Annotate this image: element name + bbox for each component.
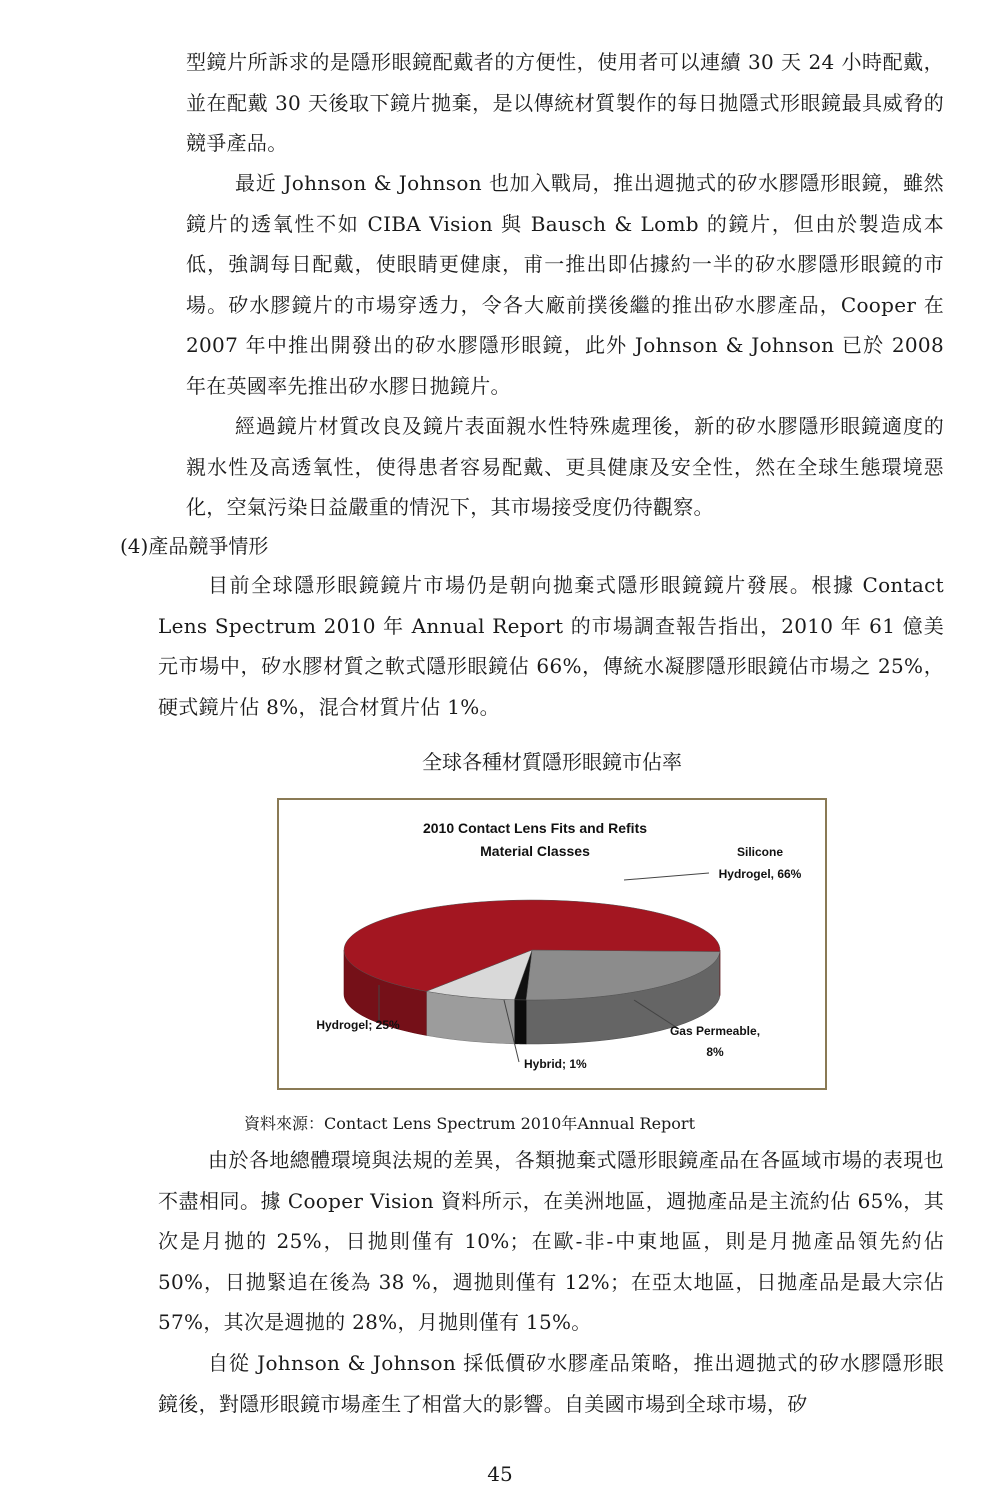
slice-label: 8% [706,1045,724,1059]
slice-label: Hybrid; 1% [524,1057,587,1071]
source-note: 資料來源：Contact Lens Spectrum 2010年Annual Report [244,1114,695,1133]
slice-label: Hydrogel; 25% [316,1018,400,1032]
paragraph-5: 由於各地總體環境與法規的差異，各類拋棄式隱形眼鏡產品在各區域市場的表現也不盡相同。據 Cooper Vision 資料所示，在美洲地區，週拋產品是主流約佔 65%，其次是月拋的 25%，日拋則僅有 10%；在歐-非-中東地區，則是月拋產品領先約佔 50%，日拋緊追在後為 38 %，週拋則僅有 12%；在亞太地區，日拋產品是最大宗佔 57%，其次是週拋的 28%，月拋則僅有 15%。 [158,1148,944,1334]
pie-side-hybrid [514,1000,526,1044]
pie-chart-svg [279,800,825,1088]
paragraph-6: 自從 Johnson & Johnson 採低價矽水膠產品策略，推出週拋式的矽水膠隱形眼鏡後，對隱形眼鏡市場產生了相當大的影響。自美國市場到全球市場，矽 [158,1351,944,1416]
slice-label: Gas Permeable, [669,1024,761,1038]
paragraph-4: 目前全球隱形眼鏡鏡片市場仍是朝向拋棄式隱形眼鏡鏡片發展。根據 Contact Lens Spectrum 2010 年 Annual Report 的市場調查報告指出，2010 年 61 億美元市場中，矽水膠材質之軟式隱形眼鏡佔 66%，傳統水凝膠隱形眼鏡佔市場之 25%，硬式鏡片佔 8%，混合材質片佔 1%。 [158,573,944,719]
leader-line [624,873,709,880]
chart-title-line: Material Classes [480,843,590,859]
pie-chart [277,798,827,1090]
page-number: 45 [487,1462,513,1486]
figure-caption: 全球各種材質隱形眼鏡市佔率 [422,750,682,774]
section-heading: (4)產品競爭情形 [120,534,269,558]
paragraph-1: 型鏡片所訴求的是隱形眼鏡配戴者的方便性，使用者可以連續 30 天 24 小時配戴，並在配戴 30 天後取下鏡片拋棄，是以傳統材質製作的每日拋隱式形眼鏡最具威脅的競爭產品。 [186,50,944,155]
slice-label: Silicone [736,845,784,859]
paragraph-3: 經過鏡片材質改良及鏡片表面親水性特殊處理後，新的矽水膠隱形眼鏡適度的親水性及高透氧性，使得患者容易配戴、更具健康及安全性，然在全球生態環境惡化，空氣污染日益嚴重的情況下，其市場接受度仍待觀察。 [186,414,944,519]
chart-title-line: 2010 Contact Lens Fits and Refits [422,820,648,836]
slice-label: Hydrogel, 66% [718,867,802,881]
paragraph-2: 最近 Johnson & Johnson 也加入戰局，推出週拋式的矽水膠隱形眼鏡，雖然鏡片的透氧性不如 CIBA Vision 與 Bausch & Lomb 的鏡片，但由於製造成本低，強調每日配戴，使眼睛更健康，甫一推出即佔據約一半的矽水膠隱形眼鏡的市場。矽水膠鏡片的市場穿透力，令各大廠前撲後繼的推出矽水膠產品，Cooper 在 2007 年中推出開發出的矽水膠隱形眼鏡，此外 Johnson & Johnson 已於 2008 年在英國率先推出矽水膠日拋鏡片。 [186,171,944,398]
